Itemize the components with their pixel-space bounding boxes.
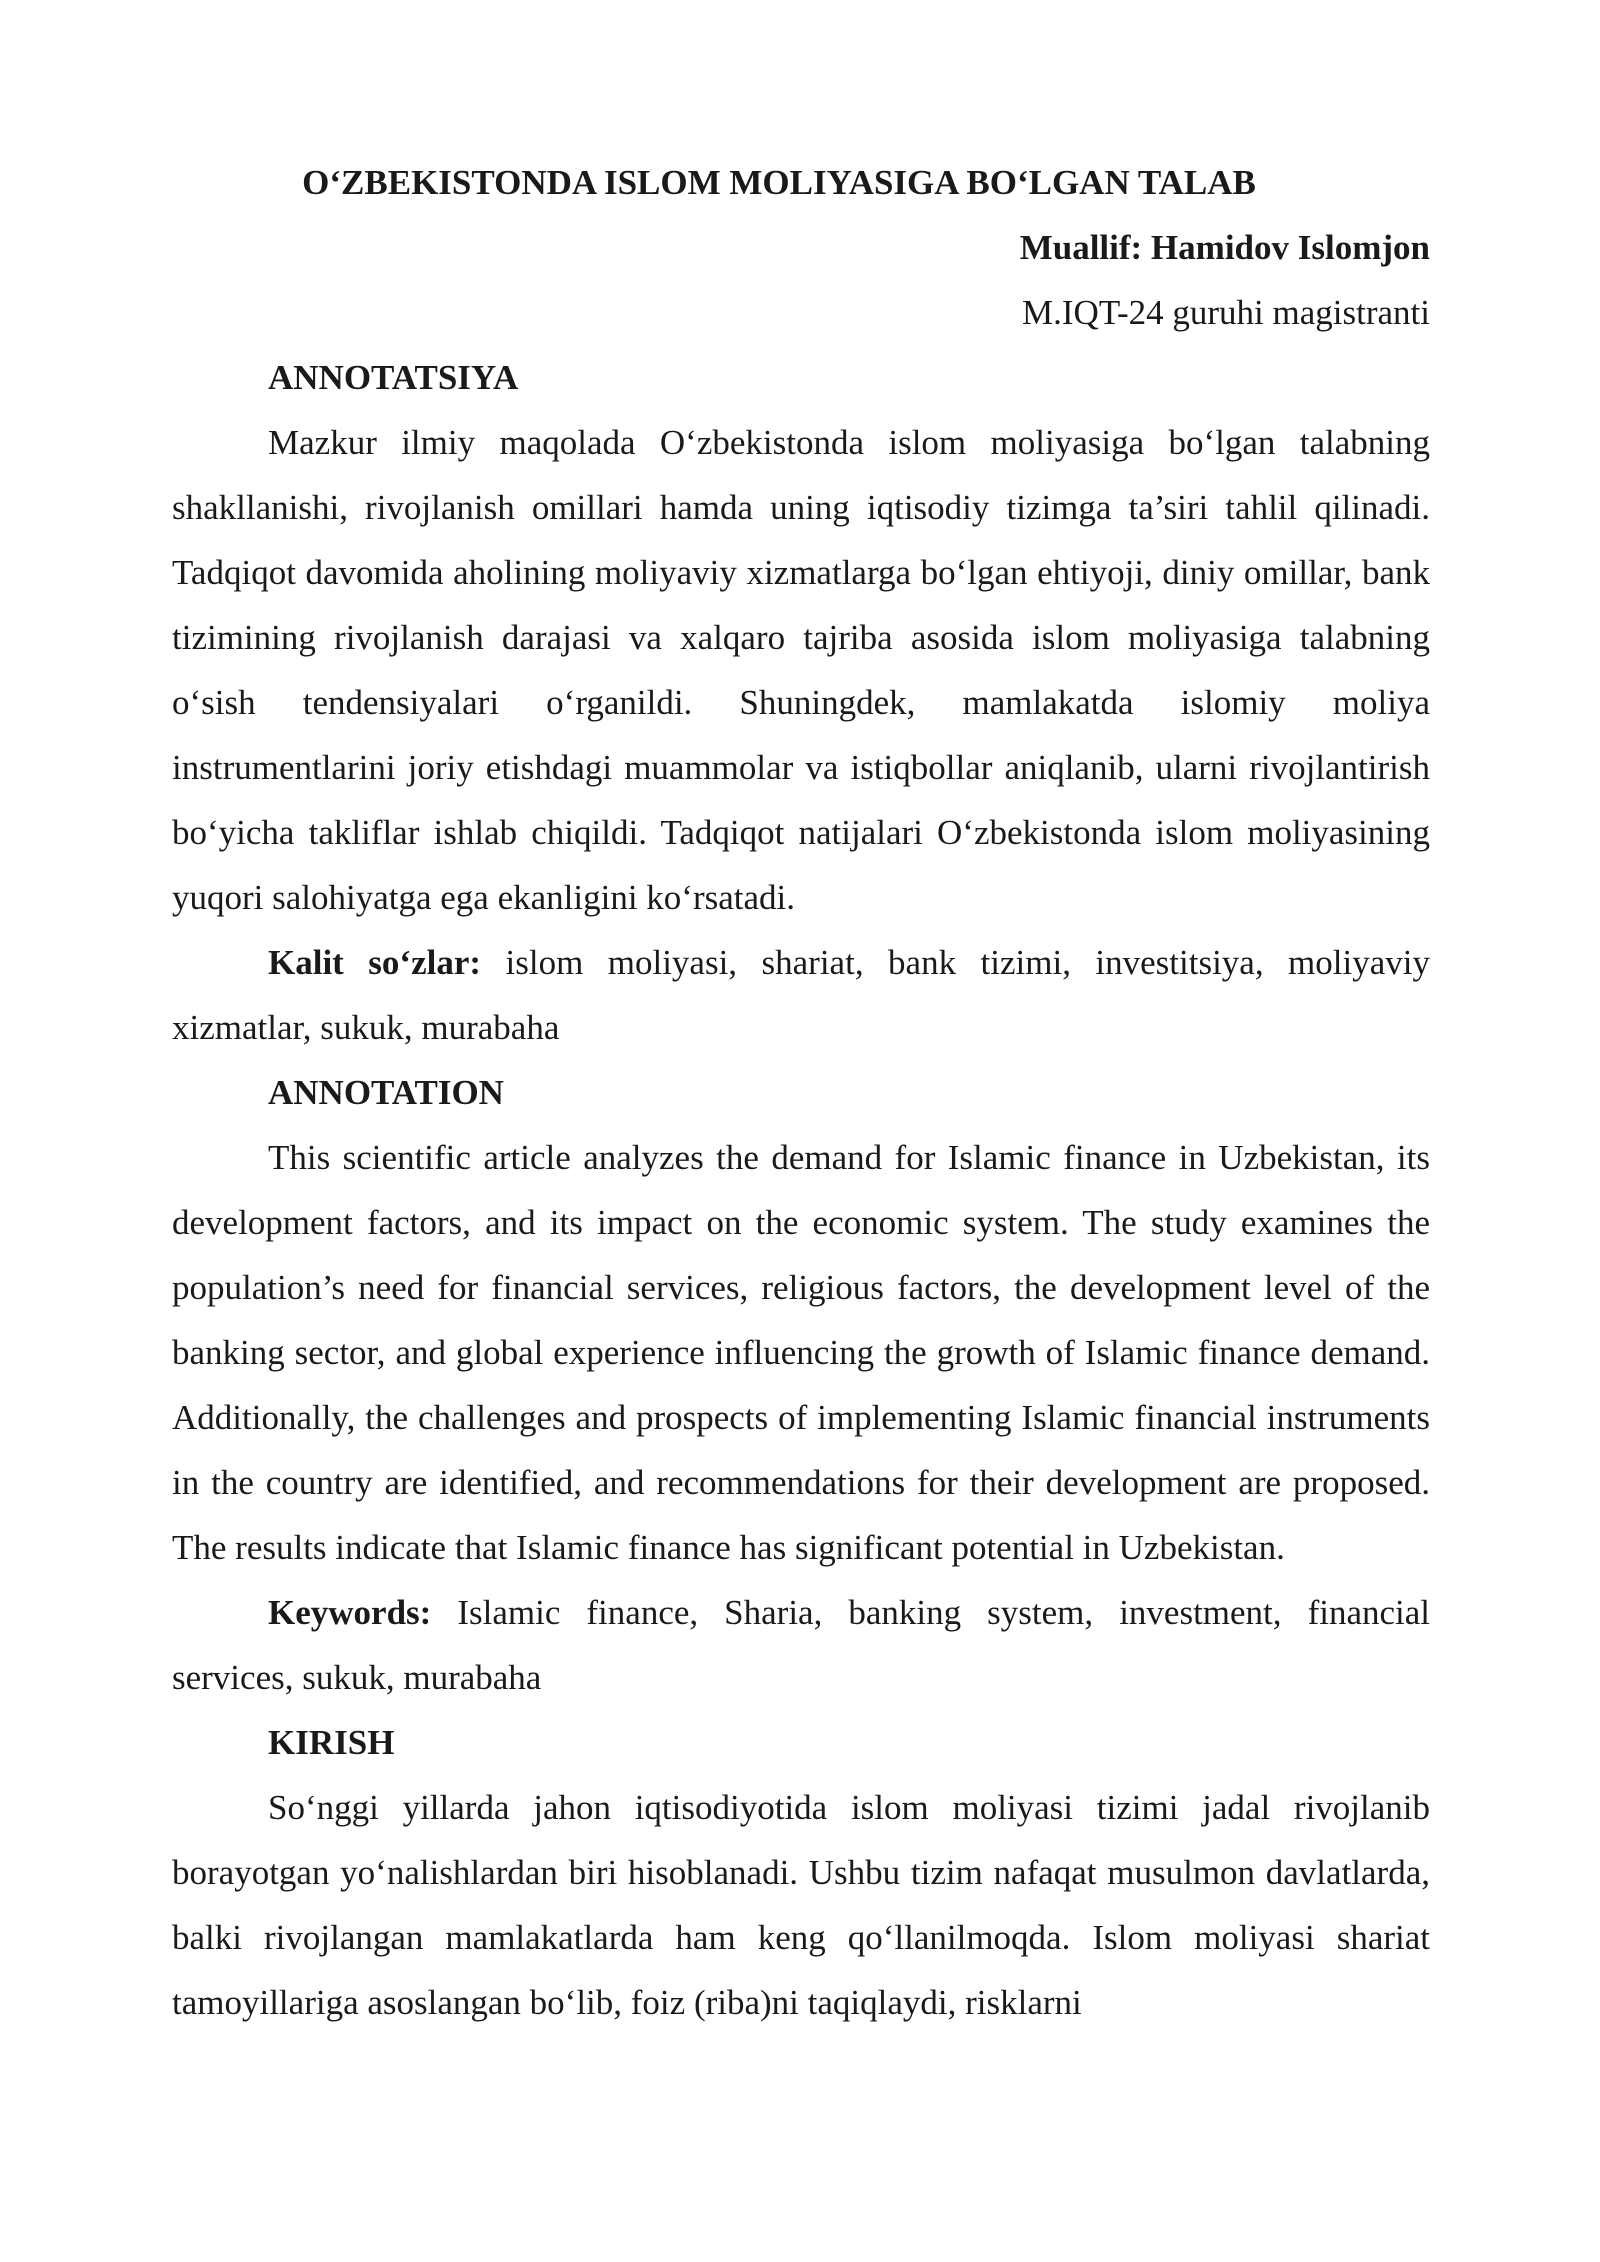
keywords-en-list: Islamic finance, Sharia, banking system, investment, financial services, sukuk, murabaha xyxy=(172,1593,1430,1697)
document-page xyxy=(172,150,1430,2035)
author-name: Muallif: Hamidov Islomjon xyxy=(1019,228,1430,267)
annotation-en-text: This scientific article analyzes the demand for Islamic finance in Uzbekistan, its development factors, and its impact on the economic system. The study examines the population’s need for financial services, religious factors, the development level of the banking sector, and global experience influencing the growth of Islamic finance demand. Additionally, the challenges and prospects of implementing Islamic financial instruments in the country are identified, and recommendations for their development are proposed. The results indicate that Islamic finance has significant potential in Uzbekistan. xyxy=(172,1138,1430,1567)
annotation-uz-text: Mazkur ilmiy maqolada O‘zbekistonda islom moliyasiga bo‘lgan talabning shakllanishi, rivojlanish omillari hamda uning iqtisodiy tizimga ta’siri tahlil qilinadi. Tadqiqot davomida aholining moliyaviy xizmatlarga bo‘lgan ehtiyoji, diniy omillar, bank tizimining rivojlanish darajasi va xalqaro tajriba asosida islom moliyasiga talabning o‘sish tendensiyalari o‘rganildi. Shuningdek, mamlakatda islomiy moliya instrumentlarini joriy etishdagi muammolar va istiqbollar aniqlanib, ularni rivojlantirish bo‘yicha takliflar ishlab chiqildi. Tadqiqot natijalari O‘zbekistonda islom moliyasining yuqori salohiyatga ega ekanligini ko‘rsatadi. xyxy=(172,423,1430,917)
introduction-text: So‘nggi yillarda jahon iqtisodiyotida islom moliyasi tizimi jadal rivojlanib borayotgan yo‘nalishlardan biri hisoblanadi. Ushbu tizim nafaqat musulmon davlatlarda, balki rivojlangan mamlakatlarda ham keng qo‘llanilmoqda. Islom moliyasi shariat tamoyillariga asoslangan bo‘lib, foiz (riba)ni taqiqlaydi, risklarni xyxy=(172,1788,1430,2022)
keywords-uz-label: Kalit so‘zlar: xyxy=(268,943,482,982)
article-title: O‘ZBEKISTONDA ISLOM MOLIYASIGA BO‘LGAN TALAB xyxy=(302,163,1256,202)
annotation-en-heading: ANNOTATION xyxy=(268,1073,504,1112)
keywords-uz xyxy=(172,930,1430,1060)
keywords-uz-list: islom moliyasi, shariat, bank tizimi, investitsiya, moliyaviy xizmatlar, sukuk, murabaha xyxy=(172,943,1430,1047)
keywords-en-label: Keywords: xyxy=(268,1593,432,1632)
introduction-heading: KIRISH xyxy=(268,1723,395,1762)
annotation-uz-heading: ANNOTATSIYA xyxy=(268,358,519,397)
author-group: M.IQT-24 guruhi magistranti xyxy=(1022,293,1430,332)
keywords-en xyxy=(172,1580,1430,1710)
